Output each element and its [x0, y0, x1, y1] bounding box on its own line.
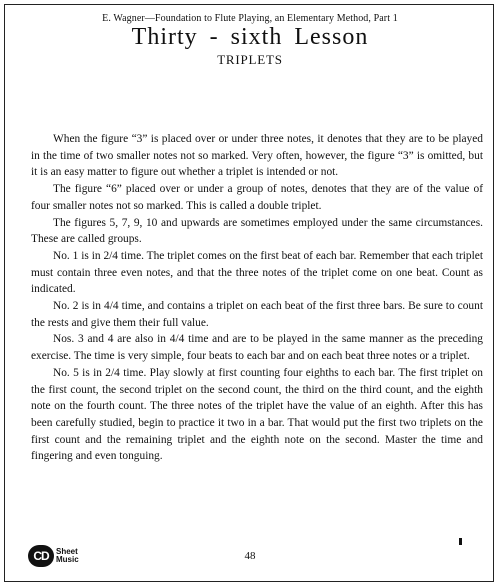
paragraph-exercises-3-4: Nos. 3 and 4 are also in 4/4 time and are to be played in the same manner as the preceding exercise. The time is very simple, four beats to each bar and on each beat three notes or a triplet. — [31, 333, 483, 363]
page-number: 48 — [244, 550, 256, 562]
paragraph-exercise-2: No. 2 is in 4/4 time, and contains a triplet on each beat of the first three bars. Be sure to count the rests and give them their full value. — [31, 300, 483, 329]
cd-logo-icon: CD — [28, 545, 54, 567]
paragraph-triplet-definition: When the figure “3” is placed over or under three notes, it denotes that they are to be played in the time of two smaller notes not so marked. Very often, however, the figure “3” is omitted, but it is an easy matter to figure out whether a triplet is intended or not. — [31, 133, 483, 179]
logo-word-sheet: Sheet — [56, 547, 78, 556]
body-text — [31, 131, 483, 465]
paragraph-double-triplet: The figure “6” placed over or under a group of notes, denotes that they are of the value of four smaller notes not so marked. This is called a double triplet. — [31, 183, 483, 212]
lesson-title: Thirty - sixth Lesson — [131, 24, 369, 50]
running-head: E. Wagner—Foundation to Flute Playing, an Elementary Method, Part 1 — [102, 13, 398, 24]
paragraph-exercise-1: No. 1 is in 2/4 time. The triplet comes on the first beat of each bar. Remember that each triplet must contain three even notes, and that the three notes of the triplet come on one beat. Count as indicated. — [31, 249, 483, 296]
section-title: TRIPLETS — [217, 52, 283, 67]
paragraph-exercise-5: No. 5 is in 2/4 time. Play slowly at first counting four eighths to each bar. The first triplet on the first count, the second triplet on the second count, the third on the third count, and the eighth note on the fourth count. The three notes of the triplet have the value of an eighth. After this has been carefully studied, begin to practice it two in a bar. That would put the first two triplets on the first count and the remaining triplet and the eighth note on the second. Master the time and fingering and even tonguing. — [31, 366, 483, 463]
corner-tick-mark — [459, 538, 462, 545]
paragraph-groups: The figures 5, 7, 9, 10 and upwards are sometimes employed under the same circumstances. These are called groups. — [31, 216, 483, 246]
logo-word-music: Music — [56, 555, 79, 564]
